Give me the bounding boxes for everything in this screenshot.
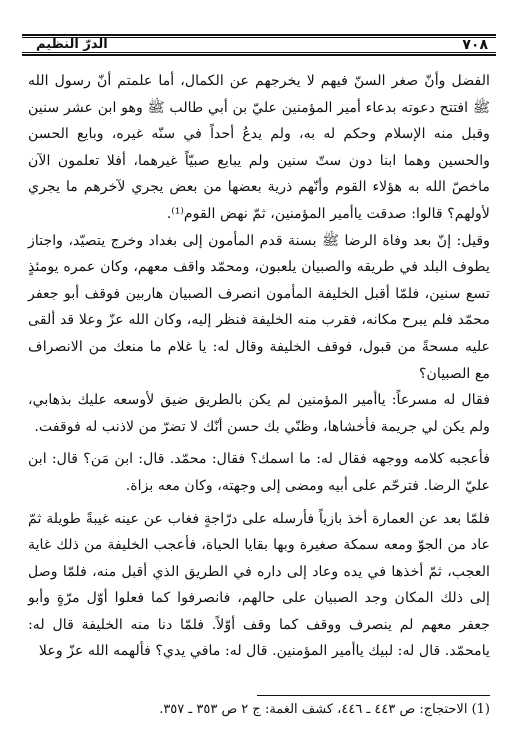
paragraph: الفضل وأنّ صغر السنّ فيهم لا يخرجهم عن الكمال، أما علمتم أنّ رسول الله ﷺ افتتح دعوته بدعاء أمير المؤمنين عليّ بن أبي طالب ﷺ وهو ابن عشر سنين وقبل منه الإسلام وحكم له به، ولم يدعُ أحداً في سنّه غيره، وبايع الحسن والحسين وهما ابنا دون ستّ سنين ولم يبايع صبيّاً غيرهما، أفلا تعلمون الآن ماخصّ الله به هؤلاء القوم وأنّهم ذرية بعضها من بعض يجري لآخرهم ما يجري لأولهم؟ قالوا: صدقت ياأمير المؤمنين، ثمّ نهض القوم⁽¹⁾. bbox=[28, 73, 490, 222]
footnote: (1) الاحتجاج: ص ٤٤٣ ـ ٤٤٦، كشف الغمة: ج ٢ ص ٣٥٣ ـ ٣٥٧. bbox=[159, 702, 490, 717]
paragraph: فلمّا بعد عن العمارة أخذ بازياً فأرسله على درّاجةٍ فغاب عن عينه غيبةً طويلة ثمّ عاد من الجوّ ومعه سمكة صغيرة وبها بقايا الحياة، فأعجب الخليفة من ذلك غاية العجب، ثمّ أخذها في يده وعاد إلى داره في الطريق الذي أقبل منه، فلمّا وصل إلى ذلك المكان وجد الصبيان على حالهم، فانصرفوا كما فعلوا أوّل مرّةٍ وأبو جعفر معهم لم ينصرف ووقف كما وقف أوّلاً. فلمّا دنا منه الخليفة قال له: يامحمّد. قال له: لبيك ياأمير المؤمنين. قال له: مافي يدي؟ فألهمه الله عزّ وعلا bbox=[28, 510, 490, 660]
main-text bbox=[28, 68, 490, 665]
page-number: ٧٠٨ bbox=[462, 37, 488, 53]
paragraph: فأعجبه كلامه ووجهه فقال له: ما اسمك؟ فقال: محمّد. قال: ابن مَن؟ قال: ابن عليّ الرضا. فترحّم على أبيه ومضى إلى وجهته، وكان معه بزاة. bbox=[28, 451, 490, 494]
footnote-divider bbox=[257, 695, 490, 696]
paragraph: فقال له مسرعاً: ياأمير المؤمنين لم يكن بالطريق ضيق لأوسعه عليك بذهابي، ولم يكن لي جريمة فأخشاها، وظنّي بك حسن أنّك لا تضرّ من لاذنب له فوقفت. bbox=[28, 392, 490, 435]
paragraph: وقيل: إنّ بعد وفاة الرضا ﷺ بسنة قدم المأمون إلى بغداد وخرج يتصيّد، واجتاز يطوف البلد في طريقه والصبيان يلعبون، ومحمّد واقف معهم، وكان عمره يومئذٍ تسع سنين، فلمّا أقبل الخليفة المأمون انصرف الصبيان هاربين فوقف أبو جعفر محمّد فلم يبرح مكانه، فقرب منه الخليفة فنظر إليه، وكان الله عزّ وعلا قد ألقى عليه مسحةً من قبول، فوقف الخليفة وقال له: يا غلام ما منعك من الانصراف مع الصبيان؟ bbox=[28, 232, 490, 382]
page-header bbox=[22, 34, 496, 56]
running-title: الدرّ النظيم bbox=[36, 37, 108, 52]
